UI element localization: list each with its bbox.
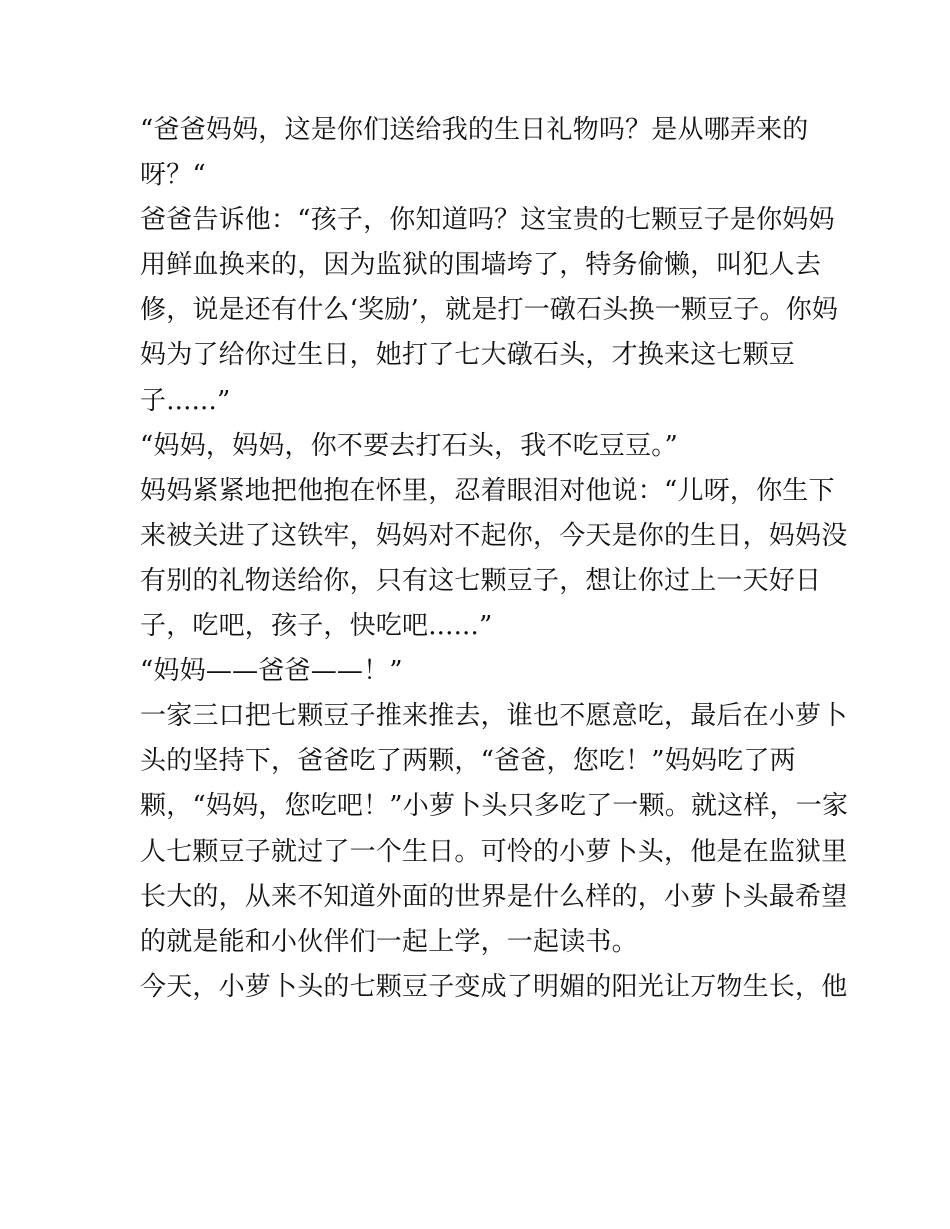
text-line: “妈妈，妈妈，你不要去打石头，我不吃豆豆。” bbox=[140, 430, 678, 461]
text-line: 头的坚持下，爸爸吃了两颗，“爸爸，您吃！”妈妈吃了两 bbox=[140, 746, 796, 777]
text-line: 的就是能和小伙伴们一起上学，一起读书。 bbox=[140, 926, 638, 957]
text-line: 爸爸告诉他：“孩子，你知道吗？这宝贵的七颗豆子是你妈妈 bbox=[140, 205, 835, 236]
text-line: “妈妈——爸爸——！” bbox=[140, 656, 403, 687]
text-line: 呀？“ bbox=[140, 160, 206, 191]
text-line: 长大的，从来不知道外面的世界是什么样的，小萝卜头最希望 bbox=[140, 881, 848, 912]
text-line: 修，说是还有什么‘奖励’，就是打一礅石头换一颗豆子。你妈 bbox=[140, 295, 839, 326]
text-line: 颗，“妈妈，您吃吧！”小萝卜头只多吃了一颗。就这样，一家 bbox=[140, 791, 849, 822]
text-line: “爸爸妈妈，这是你们送给我的生日礼物吗？是从哪弄来的 bbox=[140, 115, 809, 145]
document-text-body bbox=[140, 108, 849, 1010]
text-line: 子......” bbox=[140, 385, 231, 416]
text-line: 来被关进了这铁牢，妈妈对不起你，今天是你的生日，妈妈没 bbox=[140, 520, 848, 551]
text-line: 妈为了给你过生日，她打了七大礅石头，才换来这七颗豆 bbox=[140, 340, 796, 371]
text-line: 人七颗豆子就过了一个生日。可怜的小萝卜头，他是在监狱里 bbox=[140, 836, 848, 867]
text-line: 有别的礼物送给你，只有这七颗豆子，想让你过上一天好日 bbox=[140, 565, 822, 596]
text-line: 子，吃吧，孩子，快吃吧......” bbox=[140, 611, 493, 642]
text-line: 一家三口把七颗豆子推来推去，谁也不愿意吃，最后在小萝卜 bbox=[140, 701, 848, 732]
text-line: 妈妈紧紧地把他抱在怀里，忍着眼泪对他说：“儿呀，你生下 bbox=[140, 475, 835, 506]
text-line: 用鲜血换来的，因为监狱的围墙垮了，特务偷懒，叫犯人去 bbox=[140, 250, 822, 281]
text-line: 今天，小萝卜头的七颗豆子变成了明媚的阳光让万物生长，他 bbox=[140, 971, 848, 1002]
